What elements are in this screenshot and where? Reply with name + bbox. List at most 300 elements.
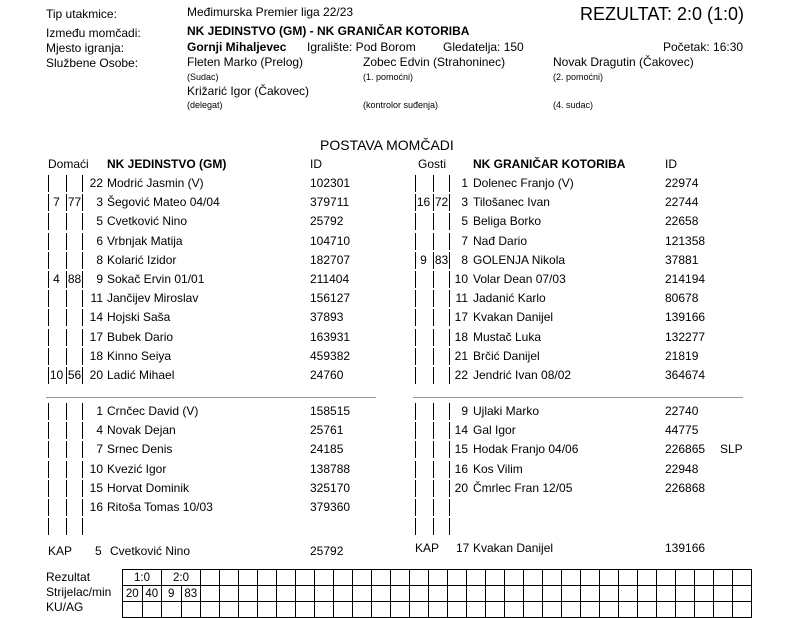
player-box-1 [48,348,65,365]
result-cell [467,570,486,586]
player-id: 182707 [310,252,351,267]
player-box-2 [66,290,83,307]
sub-box-1 [48,518,65,535]
scorer-cell [714,586,733,602]
sub-box-2 [433,499,450,516]
official-4-role: (delegat) [187,100,223,110]
kuag-cell [142,602,162,618]
player-name: Tilošanec Ivan [473,195,550,210]
player-sub-minute-in: 4 [53,272,60,286]
kuag-cell [123,602,143,618]
sub-name: Kos Vilim [473,461,523,476]
gledatelja: Gledatelja: 150 [443,40,524,54]
sub-box-1 [415,461,432,478]
player-box-2 [433,213,450,230]
player-name: GOLENJA Nikola [473,252,566,267]
kuag-cell [315,602,334,618]
sub-number: 20 [454,480,468,495]
kuag-cell [410,602,429,618]
strijelac-label: Strijelac/min [46,585,112,599]
result-cell [220,570,239,586]
result-cell [695,570,714,586]
rezultat-row [123,570,752,586]
sub-number: 14 [454,423,468,438]
kuag-cell [296,602,315,618]
player-number: 18 [454,329,468,344]
player-box-1 [48,233,65,250]
player-box-2 [433,175,450,192]
official-1-role: (Sudac) [187,72,219,82]
player-name: Jadanić Karlo [473,291,546,306]
scorer-cell [277,586,296,602]
player-id: 214194 [665,272,706,286]
sub-number: 16 [89,500,103,514]
sub-name: Čmrlec Fran 12/05 [473,480,573,495]
official-4-name: Križarić Igor (Čakovec) [187,84,310,98]
sub-id: 22740 [665,404,699,418]
result-cell [733,570,752,586]
scorer-cell [201,586,220,602]
sub-box-2 [433,403,450,420]
scorer-cell [581,586,600,602]
player-name: Mustač Luka [473,329,542,344]
sub-box-1 [415,403,432,420]
home-kap-number: 5 [95,544,102,558]
away-divider [413,397,743,398]
sub-box-2 [66,441,83,458]
sub-box-2 [66,480,83,497]
home-team-name: NK JEDINSTVO (GM) [107,157,227,171]
kuag-cell [581,602,600,618]
kuag-cell [619,602,638,618]
player-name: Bubek Dario [107,329,174,344]
player-id: 80678 [665,291,699,306]
kuag-cell [562,602,581,618]
scorer-cell [619,586,638,602]
sub-number: 10 [89,461,103,476]
away-id-label: ID [665,157,677,171]
kuag-cell [543,602,562,618]
player-box-2 [66,175,83,192]
sub-id: 22948 [665,461,699,476]
scorer-cell [733,586,752,602]
kuag-cell [600,602,619,618]
player-name: Hojski Saša [107,310,171,325]
player-box-2 [66,252,83,269]
result-cell [638,570,657,586]
player-name: Nađ Dario [473,233,528,248]
sub-box-1 [415,499,432,516]
player-name: Kvakan Danijel [473,310,554,325]
kuag-cell [353,602,372,618]
scorer-cell [467,586,486,602]
player-id: 104710 [310,233,351,248]
scorer-cell [448,586,467,602]
sub-id: 138788 [310,461,351,476]
sub-extra: SLP [720,442,743,457]
player-number: 22 [454,368,468,382]
player-number: 17 [89,329,103,344]
sub-id: 24185 [310,442,344,457]
official-6-role: (4. sudac) [553,100,594,110]
player-name: Jančijev Miroslav [107,291,199,306]
kuag-cell [733,602,752,618]
kuag-cell [524,602,543,618]
result-cell [676,570,695,586]
sub-number: 7 [96,442,103,457]
kuag-cell [239,602,258,618]
player-number: 17 [454,310,468,325]
tip-label: Tip utakmice: [46,7,117,21]
sub-name: Novak Dejan [107,423,176,438]
player-number: 3 [461,195,468,210]
player-box-1 [48,309,65,326]
scorer-cell: 40 [142,586,162,602]
player-box-1 [415,348,432,365]
mjesto-label: Mjesto igranja: [46,41,125,55]
player-id: 37881 [665,252,699,267]
player-id: 156127 [310,291,351,306]
scorer-cell [429,586,448,602]
player-id: 459382 [310,348,351,363]
player-number: 8 [96,252,103,267]
sub-box-2 [66,499,83,516]
scorer-cell: 83 [181,586,201,602]
sub-box-1 [48,422,65,439]
player-id: 102301 [310,176,351,190]
sub-id: 325170 [310,480,351,495]
player-box-2 [433,233,450,250]
tip-value: Međimurska Premier liga 22/23 [187,5,354,19]
result-cell [619,570,638,586]
player-box-1 [415,309,432,326]
kuag-label: KU/AG [46,600,84,614]
player-box-2 [433,290,450,307]
official-2-name: Zobec Edvin (Strahoninec) [363,55,506,69]
away-kap-id: 139166 [665,541,706,555]
sub-id: 158515 [310,404,351,418]
scorer-cell [505,586,524,602]
result-cell [657,570,676,586]
player-name: Kolarić Izidor [107,252,177,267]
player-box-1 [415,175,432,192]
sub-name: Ujlaki Marko [473,404,540,418]
result-cell: 2:0 [162,570,201,586]
pocetak: Početak: 16:30 [663,40,744,54]
kuag-cell [467,602,486,618]
result-cell [581,570,600,586]
sub-box-2 [433,422,450,439]
player-sub-minute-in: 16 [416,195,431,210]
player-sub-minute-in: 9 [420,252,427,267]
scorer-cell [334,586,353,602]
player-name: Beliga Borko [473,214,542,229]
result-cell [410,570,429,586]
player-sub-minute: 77 [67,195,82,210]
player-id: 139166 [665,310,706,325]
player-box-1 [48,213,65,230]
sub-name: Ritoša Tomas 10/03 [107,500,213,514]
player-number: 8 [461,252,468,267]
player-box-1 [48,175,65,192]
player-sub-minute: 56 [67,368,82,382]
result-cell [315,570,334,586]
player-id: 121358 [665,233,706,248]
sub-box-2 [433,461,450,478]
home-kap-name: Cvetković Nino [110,544,191,558]
result-cell [296,570,315,586]
scorer-cell [410,586,429,602]
sluzbene-label: Službene Osobe: [46,56,139,70]
player-box-1 [415,329,432,346]
player-box-2 [433,367,450,384]
scorer-cell [372,586,391,602]
kuag-cell [334,602,353,618]
sub-name: Kvezić Igor [107,461,167,476]
player-number: 6 [96,233,103,248]
sub-name: Horvat Dominik [107,480,190,495]
player-number: 5 [461,214,468,229]
sub-number: 16 [454,461,468,476]
kuag-cell [676,602,695,618]
player-name: Modrić Jasmin (V) [107,176,204,190]
sub-number: 1 [96,404,103,418]
player-name: Kinno Seiya [107,348,172,363]
result-cell [372,570,391,586]
kuag-cell [258,602,277,618]
sub-box-1 [48,499,65,516]
sub-id: 226868 [665,480,706,495]
scorer-cell [638,586,657,602]
result-cell [353,570,372,586]
player-box-1 [415,213,432,230]
away-kap-label: KAP [415,541,440,555]
kuag-cell [486,602,505,618]
scorer-cell [258,586,277,602]
sub-box-2 [66,518,83,535]
mjesto-value: Gornji Mihaljevec [187,40,287,54]
sub-box-1 [48,461,65,478]
kuag-cell [638,602,657,618]
result-cell [505,570,524,586]
home-side-label: Domaći [48,157,89,171]
player-box-2 [433,271,450,288]
player-id: 379711 [310,195,350,210]
sub-box-1 [415,441,432,458]
player-box-2 [433,309,450,326]
sub-box-1 [48,480,65,497]
player-number: 11 [455,291,468,306]
away-kap-name: Kvakan Danijel [473,541,554,555]
sub-box-2 [66,461,83,478]
player-number: 20 [89,368,103,382]
kuag-cell [391,602,410,618]
player-id: 37893 [310,310,344,325]
player-number: 21 [454,348,468,363]
away-kap-number: 17 [456,541,470,555]
result-cell [391,570,410,586]
result-cell [277,570,296,586]
scorer-cell [486,586,505,602]
sub-box-1 [415,422,432,439]
scorer-cell [600,586,619,602]
player-box-1 [415,367,432,384]
scorer-cell: 9 [162,586,182,602]
sub-name: Srnec Denis [107,442,173,457]
scorer-cell [524,586,543,602]
player-box-2 [66,233,83,250]
player-name: Šegović Mateo 04/04 [107,195,220,210]
player-box-2 [433,348,450,365]
player-id: 25792 [310,214,344,229]
result-cell [448,570,467,586]
scorer-cell [676,586,695,602]
scorer-cell [315,586,334,602]
player-id: 21819 [665,348,699,363]
player-id: 163931 [310,329,351,344]
official-5-role: (kontrolor suđenja) [363,100,439,110]
player-number: 1 [461,176,468,190]
official-2-role: (1. pomoćni) [363,72,414,82]
sub-number: 9 [461,404,468,418]
home-divider [46,397,376,398]
sub-box-1 [415,518,432,535]
kuag-row [123,602,752,618]
kuag-cell [448,602,467,618]
scoreboard-grid [122,569,752,618]
player-name: Jendrić Ivan 08/02 [473,368,572,382]
player-box-2 [433,329,450,346]
sub-id: 25761 [310,423,344,438]
kuag-cell [162,602,182,618]
sub-box-2 [433,518,450,535]
kuag-cell [695,602,714,618]
sub-box-1 [48,403,65,420]
sub-number: 15 [89,480,103,495]
player-box-1 [415,271,432,288]
scorer-cell [562,586,581,602]
sub-box-2 [66,403,83,420]
sub-id: 379360 [310,500,351,514]
result-cell: 1:0 [123,570,162,586]
home-kap-id: 25792 [310,544,344,558]
match-result: REZULTAT: 2:0 (1:0) [580,4,745,24]
player-box-1 [48,329,65,346]
scorer-cell [220,586,239,602]
player-name: Vrbnjak Matija [107,233,183,248]
sub-name: Crnčec David (V) [107,404,199,418]
player-box-2 [66,309,83,326]
strijelac-row [123,586,752,602]
scorer-cell [543,586,562,602]
kuag-cell [201,602,220,618]
player-box-1 [415,290,432,307]
player-box-1 [415,233,432,250]
player-name: Brčić Danijel [473,348,540,363]
away-side-label: Gosti [418,157,447,171]
sub-name: Hodak Franjo 04/06 [473,442,579,457]
player-name: Sokač Ervin 01/01 [107,272,205,286]
result-cell [429,570,448,586]
kuag-cell [505,602,524,618]
away-team-name: NK GRANIČAR KOTORIBA [473,157,626,171]
sub-name: Gal Igor [473,423,516,438]
izmedju-label: Između momčadi: [46,26,141,40]
player-box-2 [66,329,83,346]
sub-number: 4 [96,423,103,438]
rezultat-label: Rezultat [46,570,91,584]
player-sub-minute: 88 [67,272,82,286]
home-kap-label: KAP [48,544,73,558]
player-number: 10 [454,272,468,286]
kuag-cell [220,602,239,618]
sub-box-2 [433,480,450,497]
result-cell [486,570,505,586]
player-id: 22744 [665,195,699,210]
kuag-cell [657,602,676,618]
scorer-cell [695,586,714,602]
player-id: 22658 [665,214,699,229]
result-cell [562,570,581,586]
player-box-2 [66,348,83,365]
player-box-1 [48,290,65,307]
scorer-cell [391,586,410,602]
player-id: 364674 [665,368,706,382]
result-cell [543,570,562,586]
sub-box-1 [48,441,65,458]
player-sub-minute-in: 10 [49,368,64,382]
player-id: 24760 [310,368,344,382]
scorer-cell: 20 [123,586,143,602]
sub-box-2 [433,441,450,458]
player-id: 211404 [310,272,350,286]
player-sub-minute: 72 [434,195,449,210]
official-1-name: Fleten Marko (Prelog) [187,55,304,69]
result-cell [334,570,353,586]
sub-id: 226865 [665,442,706,457]
result-cell [201,570,220,586]
player-number: 5 [96,214,103,229]
official-3-name: Novak Dragutin (Čakovec) [553,55,694,69]
player-name: Dolenec Franjo (V) [473,176,574,190]
result-cell [600,570,619,586]
player-number: 18 [89,348,103,363]
teams-value: NK JEDINSTVO (GM) - NK GRANIČAR KOTORIBA [187,24,470,38]
kuag-cell [181,602,201,618]
player-sub-minute-in: 7 [53,195,60,210]
player-number: 3 [96,195,103,210]
player-name: Ladić Mihael [107,368,175,382]
kuag-cell [372,602,391,618]
player-box-1 [48,252,65,269]
postava-title: POSTAVA MOMČADI [320,137,454,153]
scorer-cell [296,586,315,602]
player-name: Cvetković Nino [107,214,188,229]
result-cell [524,570,543,586]
home-id-label: ID [310,157,322,171]
sub-number: 15 [454,442,468,457]
player-number: 9 [96,272,103,286]
result-cell [714,570,733,586]
igraliste: Igralište: Pod Borom [307,40,416,54]
sub-box-2 [66,422,83,439]
player-name: Volar Dean 07/03 [473,272,566,286]
scorer-cell [239,586,258,602]
result-cell [239,570,258,586]
player-box-2 [66,213,83,230]
sub-id: 44775 [665,423,699,438]
scorer-cell [353,586,372,602]
